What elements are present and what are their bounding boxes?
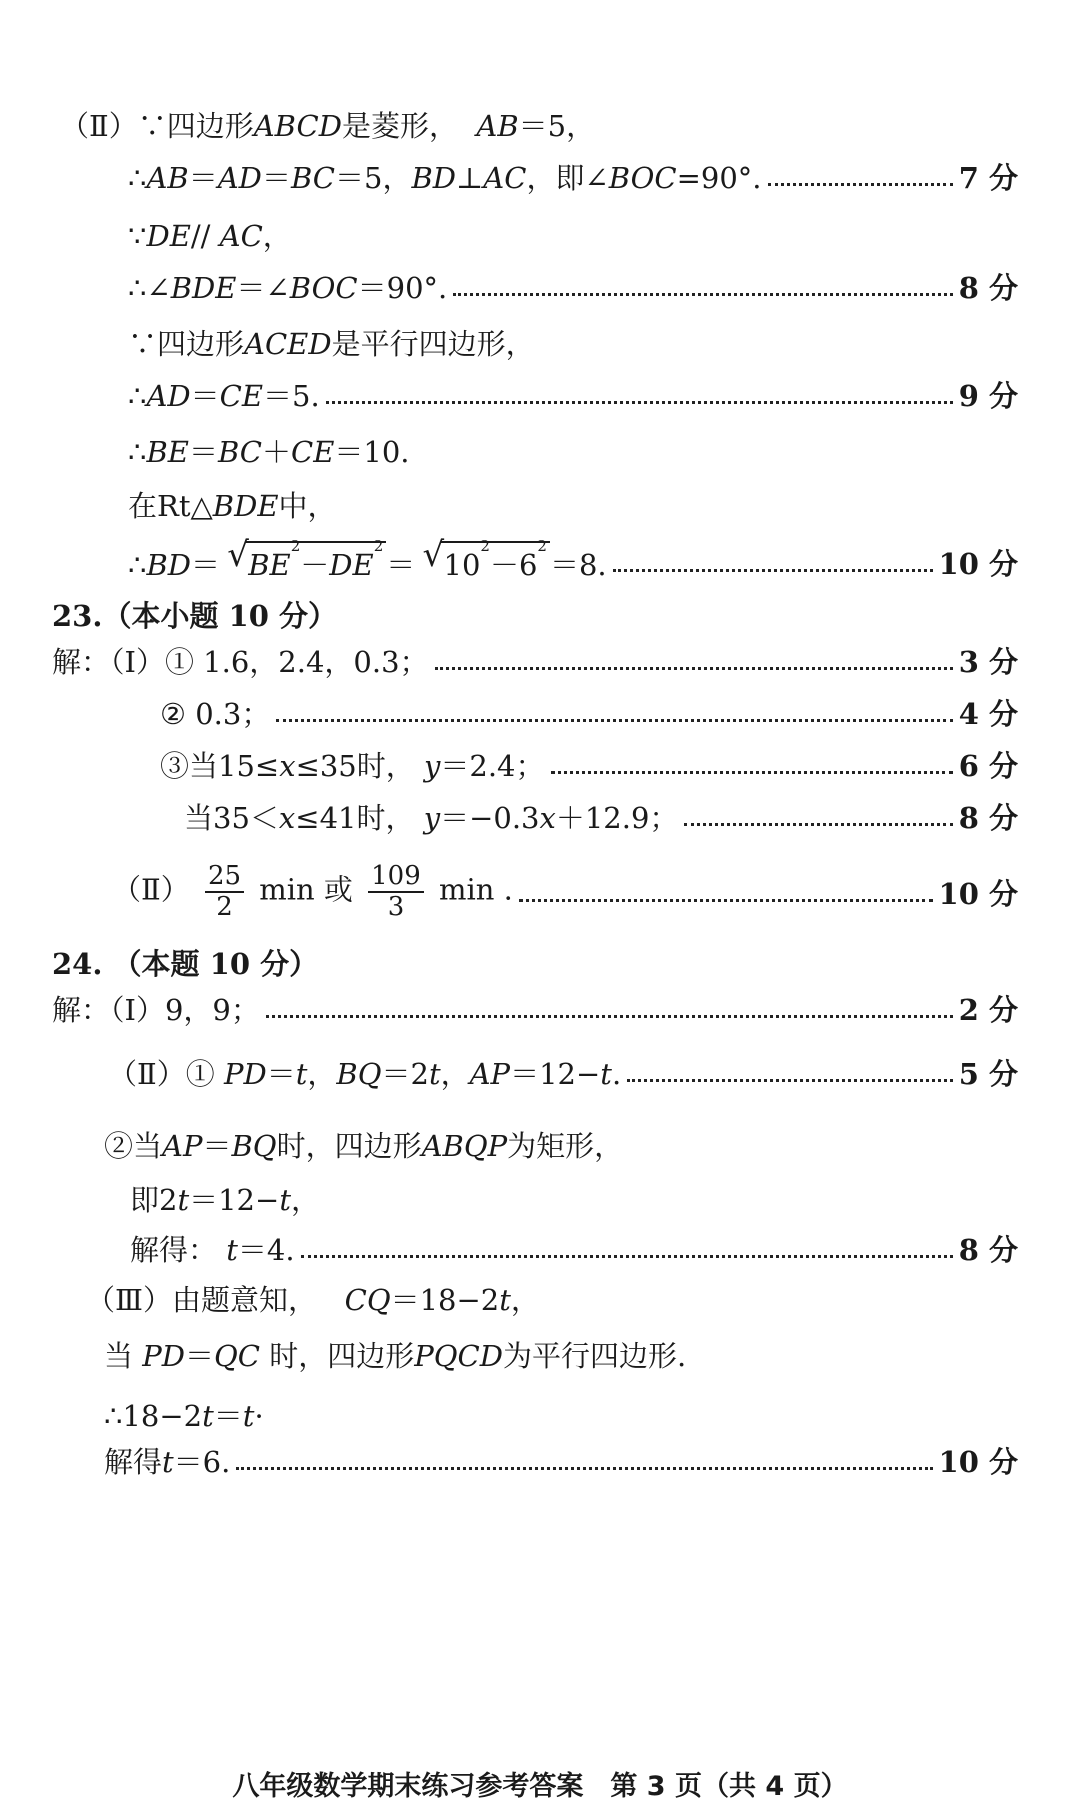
score-label: 10 分 — [938, 546, 1018, 581]
q22-line-9: ∴BD＝ √ $BE^2-DE^2=$ √ $10^2-6^2=8$. 10 分 — [128, 542, 1018, 582]
q22-line-5: ∵四边形ACED是平行四边形， — [128, 326, 535, 361]
leader-dots — [326, 401, 953, 404]
q24-line-2: （Ⅱ）① PD＝t，BQ＝2t，AP＝12−t. 5 分 — [108, 1052, 1018, 1092]
q22-line-8: 在Rt△BDE中， — [128, 488, 337, 523]
q22-line-2: ∴AB＝AD＝BC＝5，BD⊥AC，即∠BOC=90°. 7 分 — [128, 156, 1018, 196]
score-label: 3 分 — [958, 644, 1018, 679]
leader-dots — [453, 293, 952, 296]
q22-line-1: （Ⅱ）∵四边形ABCD是菱形， AB＝5， — [60, 108, 596, 143]
q24-line-3: ②当AP＝BQ时，四边形ABQP为矩形， — [104, 1128, 624, 1163]
score-label: 10 分 — [938, 876, 1018, 911]
fraction: $\frac{109}{3}$ — [368, 862, 424, 921]
q22-line-3: ∵DE// AC， — [128, 218, 292, 253]
score-label: 9 分 — [958, 378, 1018, 413]
q23-line-4: 当35＜x≤41时， y＝−0.3x＋12.9； 8 分 — [184, 796, 1018, 836]
q22-line-6: ∴AD＝CE＝5. 9 分 — [128, 374, 1018, 414]
score-label: 2 分 — [958, 992, 1018, 1027]
score-label: 5 分 — [958, 1056, 1018, 1091]
leader-dots — [519, 899, 933, 902]
score-label: 8 分 — [958, 270, 1018, 305]
q24-line-7: 当 PD＝QC 时，四边形PQCD为平行四边形. — [104, 1338, 687, 1373]
leader-dots — [613, 569, 933, 572]
leader-dots — [266, 1015, 953, 1018]
q23-title: 23.（本小题 10 分） — [52, 598, 338, 633]
score-label: 7 分 — [958, 160, 1018, 195]
q22-line-7: ∴BE＝BC＋CE＝10. — [128, 434, 410, 469]
q24-line-6: （Ⅲ）由题意知， CQ＝18−2t， — [86, 1282, 540, 1317]
page-footer: 八年级数学期末练习参考答案 第 3 页（共 4 页） — [232, 1771, 848, 1802]
sqrt-expression: √ $BE^2-DE^2$ — [229, 541, 386, 584]
q24-line-9: 解得t＝6. 10 分 — [104, 1440, 1018, 1480]
score-label: 8 分 — [958, 800, 1018, 835]
q24-line-4: 即2t＝12−t， — [130, 1182, 320, 1217]
score-label: 4 分 — [958, 696, 1018, 731]
q23-line-5: （Ⅱ） $\frac{25}{2}$ min 或 $\frac{109}{3}$ min . 10 分 — [112, 861, 1018, 922]
fraction: $\frac{25}{2}$ — [205, 862, 244, 921]
q24-title: 24. （本题 10 分） — [52, 946, 319, 981]
leader-dots — [627, 1079, 953, 1082]
q24-line-5: 解得： t＝4. 8 分 — [130, 1228, 1018, 1268]
leader-dots — [301, 1255, 953, 1258]
leader-dots — [236, 1467, 932, 1470]
leader-dots — [768, 183, 953, 186]
leader-dots — [276, 719, 952, 722]
score-label: 8 分 — [958, 1232, 1018, 1267]
q22-line-4: ∴∠BDE＝∠BOC＝90°. 8 分 — [128, 266, 1018, 306]
q23-line-1: 解：（Ⅰ）① 1.6，2.4，0.3； 3 分 — [52, 640, 1018, 680]
leader-dots — [684, 823, 952, 826]
leader-dots — [551, 771, 953, 774]
leader-dots — [435, 667, 953, 670]
score-label: 6 分 — [958, 748, 1018, 783]
q24-line-8: ∴18−2t＝t· — [104, 1398, 264, 1433]
sqrt-expression: √ $10^2-6^2$ — [425, 541, 550, 584]
q23-line-3: ③当15≤x≤35时， y＝2.4； 6 分 — [160, 744, 1018, 784]
q23-line-2: ② 0.3； 4 分 — [160, 692, 1018, 732]
score-label: 10 分 — [938, 1444, 1018, 1479]
q24-line-1: 解：（Ⅰ）9，9； 2 分 — [52, 988, 1018, 1028]
